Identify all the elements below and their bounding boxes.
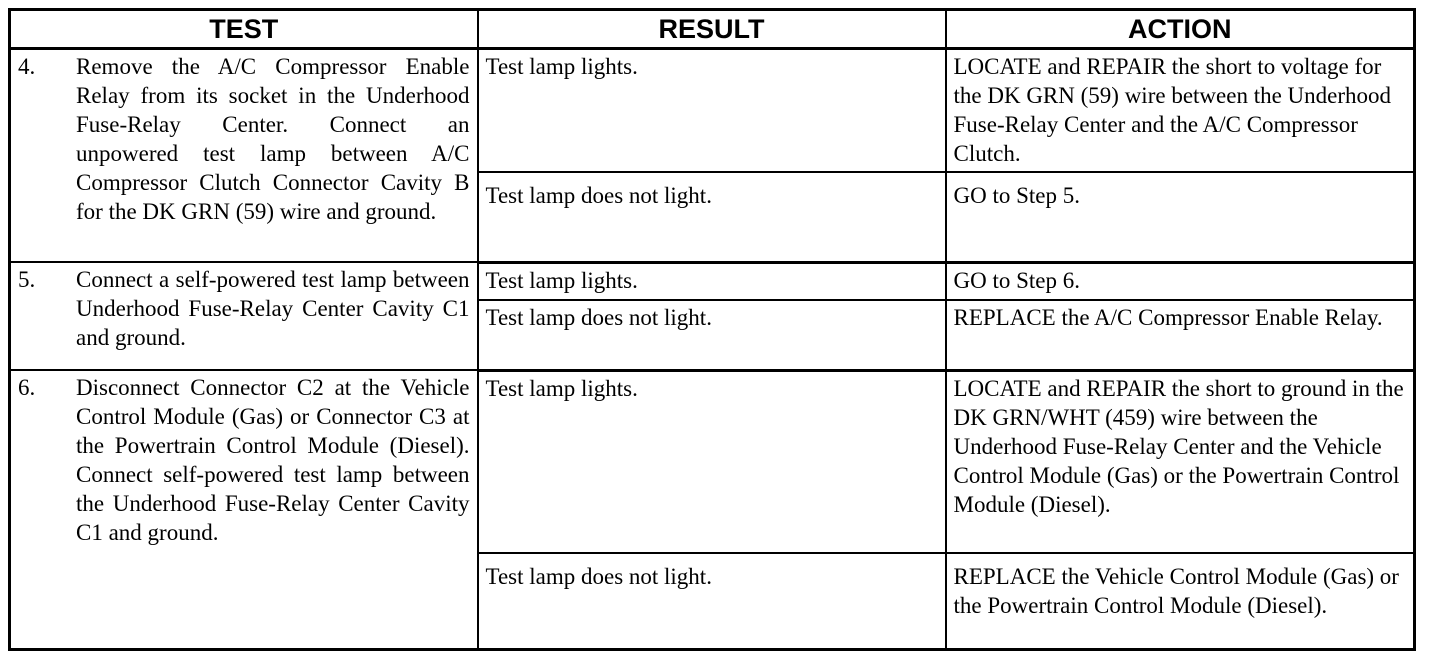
result-cell: Test lamp does not light. — [478, 553, 946, 649]
result-cell: Test lamp does not light. — [478, 172, 946, 262]
step-number: 5. — [18, 267, 36, 292]
action-cell: LOCATE and REPAIR the short to ground in the DK GRN/WHT (459) wire between the Underhood Fuse-Relay Center and the Vehicle Control Module (Gas) or the Powertrain Control Module (Diesel). — [946, 370, 1415, 553]
action-cell: LOCATE and REPAIR the short to voltage for the DK GRN (59) wire between the Underhood Fuse-Relay Center and the A/C Compressor Clutch. — [946, 49, 1415, 173]
test-cell-step-4 — [10, 49, 478, 263]
action-cell: REPLACE the A/C Compressor Enable Relay. — [946, 300, 1415, 370]
action-cell: GO to Step 5. — [946, 172, 1415, 262]
step-text: Remove the A/C Compressor Enable Relay from its socket in the Underhood Fuse-Relay Center. Connect an unpowered test lamp between A/C Compressor Clutch Connector Cavity B for the DK GRN (59) wire and ground. — [76, 54, 470, 224]
table-row — [10, 370, 1415, 553]
table-row — [10, 49, 1415, 173]
step-number: 4. — [18, 54, 36, 79]
result-cell: Test lamp does not light. — [478, 300, 946, 370]
diagnostic-table — [8, 8, 1416, 651]
header-row — [10, 10, 1415, 49]
step-text: Connect a self-powered test lamp between Underhood Fuse-Relay Center Cavity C1 and ground. — [76, 267, 470, 350]
test-cell-step-5 — [10, 262, 478, 370]
result-cell: Test lamp lights. — [478, 370, 946, 553]
step-text: Disconnect Connector C2 at the Vehicle Control Module (Gas) or Connector C3 at the Powertrain Control Module (Diesel). Connect self-powered test lamp between the Underhood Fuse-Relay Center Cavity C1 and ground. — [76, 375, 470, 545]
action-cell: GO to Step 6. — [946, 262, 1415, 300]
header-result: RESULT — [478, 10, 946, 49]
table-row — [10, 262, 1415, 300]
step-number: 6. — [18, 375, 36, 400]
header-test: TEST — [10, 10, 478, 49]
test-cell-step-6 — [10, 370, 478, 649]
result-cell: Test lamp lights. — [478, 262, 946, 300]
action-cell: REPLACE the Vehicle Control Module (Gas) or the Powertrain Control Module (Diesel). — [946, 553, 1415, 649]
header-action: ACTION — [946, 10, 1415, 49]
result-cell: Test lamp lights. — [478, 49, 946, 173]
